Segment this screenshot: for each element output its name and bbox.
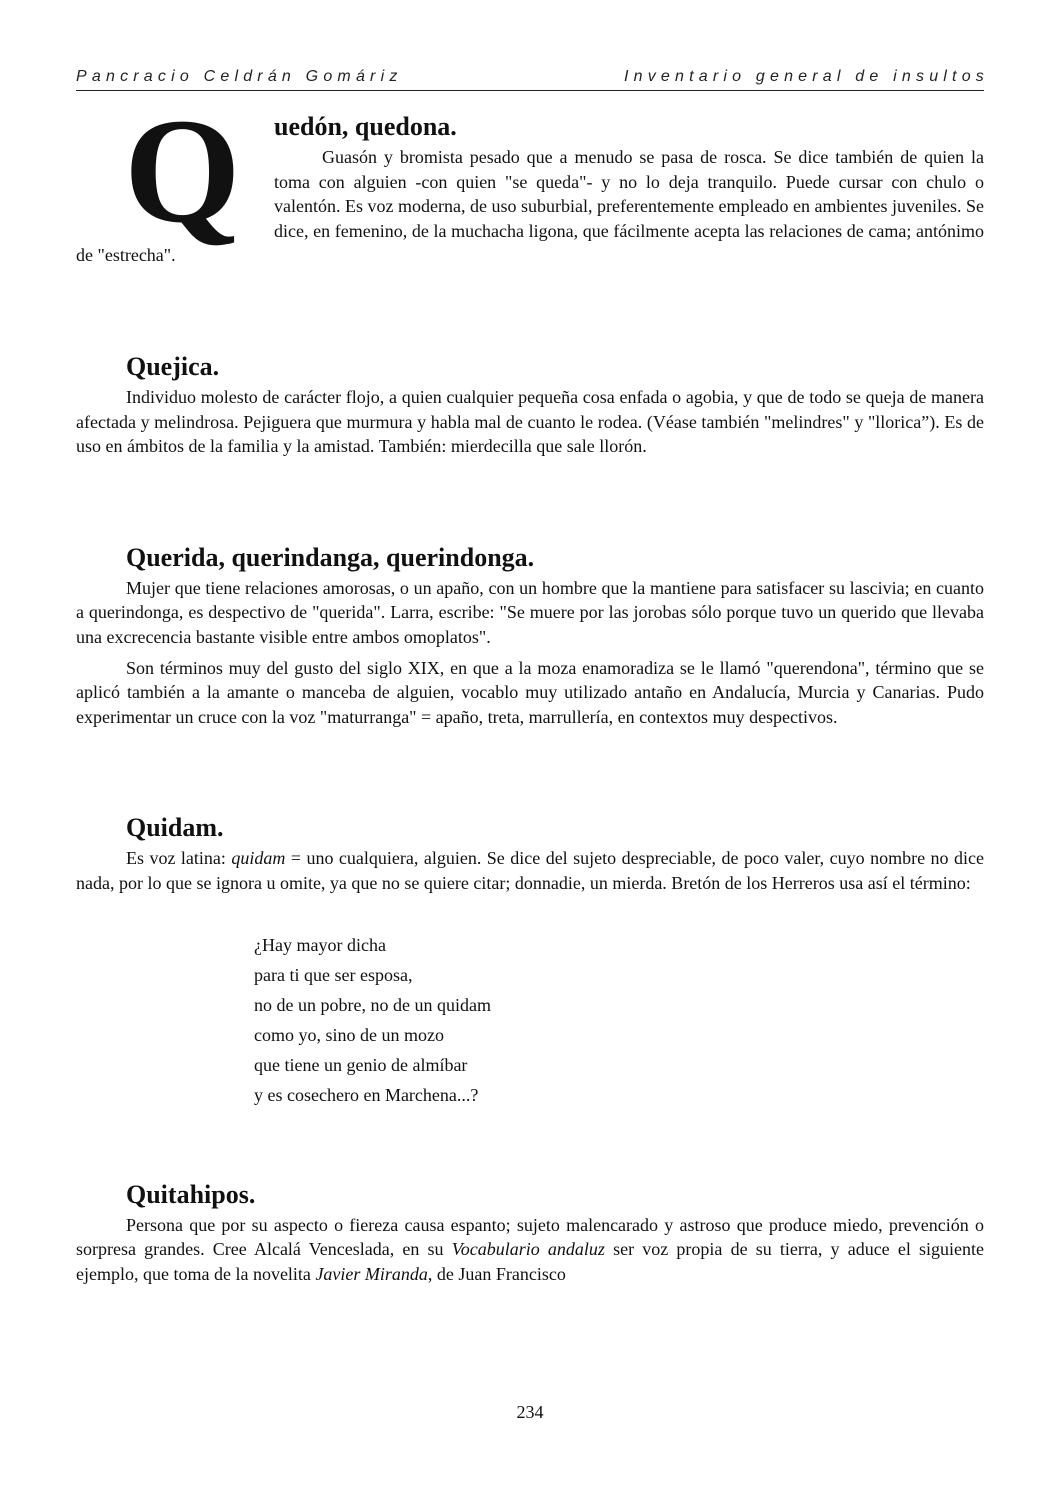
entry-querida bbox=[76, 543, 984, 730]
verse-line: y es cosechero en Marchena...? bbox=[254, 1084, 479, 1105]
entry-paragraph: Son términos muy del gusto del siglo XIX, en que a la moza enamoradiza se le llamó "querendona", término que se aplicó también a la amante o manceba de alguien, vocablo muy utilizado antaño en Andalucía, Murcia y Canarias. Pudo experimentar un cruce con la voz "maturranga" = apaño, treta, marrullería, en contextos muy despectivos. bbox=[76, 657, 984, 727]
entry-headword: Quejica. bbox=[126, 351, 220, 381]
text-run: Es voz latina: bbox=[126, 848, 232, 869]
header-author: Pancracio Celdrán Gomáriz bbox=[76, 68, 403, 85]
entry-paragraph: Mujer que tiene relaciones amorosas, o un apaño, con un hombre que la mantiene para satisfacer su lascivia; en cuanto a querindonga, es despectivo de "querida". Larra, escribe: "Se muere por las jorobas sólo porque tuvo un querido que llevaba una excrecencia bastante visible entre ambos omoplatos". bbox=[76, 577, 984, 647]
entry-quitahipos bbox=[76, 1180, 984, 1287]
entry-headword: Quitahipos. bbox=[126, 1179, 256, 1209]
text-run: = uno cualquiera, alguien. Se dice del sujeto despreciable, de poco valer, cuyo nombre no dice nada, por lo que se ignora u omite, ya que no se quiere citar; donnadie, un mierda. Bretón de los Herreros usa así el término: bbox=[76, 848, 984, 893]
entry-quejica bbox=[76, 352, 984, 459]
verse-line: ¿Hay mayor dicha bbox=[254, 934, 386, 955]
italic-term: quidam bbox=[231, 848, 286, 869]
verse-line: para ti que ser esposa, bbox=[254, 964, 413, 985]
verse-line: que tiene un genio de almíbar bbox=[254, 1054, 468, 1075]
header-book-title: Inventario general de insultos bbox=[623, 68, 989, 85]
verse-line: no de un pobre, no de un quidam bbox=[254, 994, 491, 1015]
entry-paragraph: Individuo molesto de carácter flojo, a quien cualquier pequeña cosa enfada o agobia, y que de todo se queja de manera afectada y melindrosa. Pejiguera que murmura y habla mal de cuanto le rodea. (Véase también "melindres" y "llorica”). Es de uso en ámbitos de la familia y la amistad. También: mierdecilla que sale llorón. bbox=[76, 386, 984, 457]
italic-title: Javier Miranda bbox=[315, 1263, 428, 1284]
entry-headword: uedón, quedona. bbox=[274, 112, 457, 141]
entry-headword: Quidam. bbox=[126, 813, 224, 843]
text-run: Persona que por su aspecto o fiereza causa espanto; sujeto malencarado y astroso que produce miedo, prevención o sorpresa grandes. Cree Alcalá Venceslada, en su bbox=[76, 1214, 984, 1260]
entry-paragraph bbox=[76, 846, 984, 895]
page-body bbox=[76, 88, 984, 1292]
verse-line: como yo, sino de un mozo bbox=[254, 1024, 444, 1045]
text-run: ser voz propia de su tierra, y aduce el siguiente ejemplo, que toma de la novelita bbox=[76, 1239, 984, 1284]
entry-headword: Querida, querindanga, querindonga. bbox=[126, 542, 535, 572]
text-run: , de Juan Francisco bbox=[427, 1263, 566, 1284]
page-number: 234 bbox=[516, 1402, 544, 1422]
entry-quidam bbox=[76, 813, 984, 1109]
drop-cap: Q bbox=[124, 88, 237, 254]
verse-quote bbox=[254, 930, 984, 1110]
entry-paragraph bbox=[76, 1213, 984, 1287]
entry-paragraph: Guasón y bromista pesado que a menudo se pasa de rosca. Se dice también de quien la toma con alguien -con quien "se queda"- y no lo deja tranquilo. Puede cursar con chulo o valentón. Es voz moderna, de uso suburbial, preferentemente empleado en ambientes juveniles. Se dice, en femenino, de la muchacha ligona, que fácilmente acepta las relaciones de cama; antónimo de "estrecha". bbox=[76, 147, 984, 266]
entry-quedon bbox=[76, 88, 984, 274]
italic-title: Vocabulario andaluz bbox=[451, 1239, 605, 1260]
